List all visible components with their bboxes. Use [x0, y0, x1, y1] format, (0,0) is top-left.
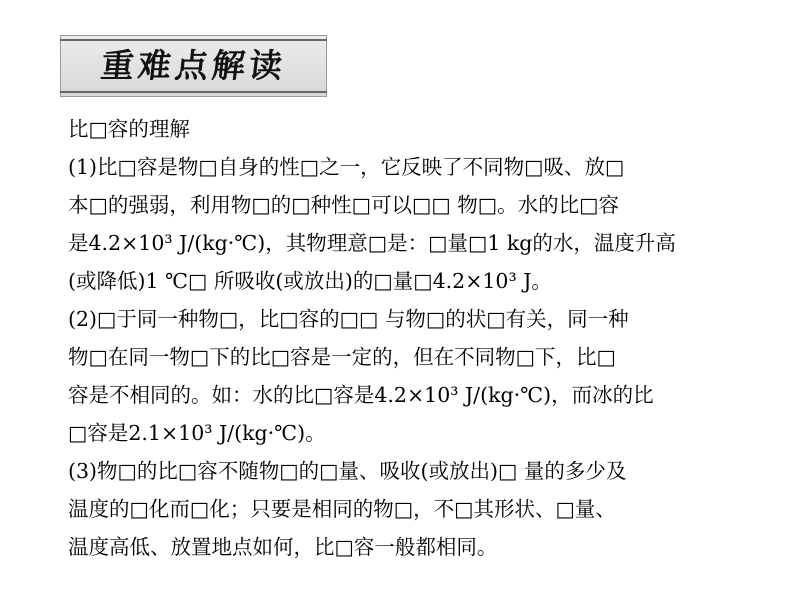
text-line: (3)物□的比□容不随物□的□量、吸收(或放出)□ 量的多少及: [68, 459, 627, 483]
section-banner: [60, 35, 327, 97]
section-title: 重难点解读: [99, 46, 289, 85]
text-line: 是4.2×10³ J/(kg·℃)，其物理意□是：□量□1 kg的水，温度升高: [68, 231, 676, 255]
text-line: 温度高低、放置地点如何，比□容一般都相同。: [68, 535, 498, 559]
banner-bottom-rule: [60, 91, 327, 93]
text-line-row: [68, 490, 768, 528]
text-line-row: [68, 262, 768, 300]
text-line: (或降低)1 ℃□ 所吸收(或放出)的□量□4.2×10³ J。: [68, 269, 552, 293]
explanation-text: [68, 110, 768, 566]
text-line: (1)比□容是物□自身的性□之一，它反映了不同物□吸、放□: [68, 155, 625, 179]
text-line-row: [68, 528, 768, 566]
text-line-row: [68, 224, 768, 262]
text-line-row: [68, 300, 768, 338]
text-line: □容是2.1×10³ J/(kg·℃)。: [68, 421, 326, 445]
text-line: 温度的□化而□化；只要是相同的物□，不□其形状、□量、: [68, 497, 616, 521]
text-line-row: [68, 452, 768, 490]
text-line-row: [68, 148, 768, 186]
text-line-row: [68, 376, 768, 414]
text-line: 物□在同一物□下的比□容是一定的，但在不同物□下，比□: [68, 345, 616, 369]
text-line: (2)□于同一种物□，比□容的□□ 与物□的状□有关，同一种: [68, 307, 629, 331]
text-line: 本□的强弱，利用物□的□种性□可以□□ 物□。水的比□容: [68, 193, 619, 217]
text-line-row: [68, 414, 768, 452]
text-line: 比□容的理解: [68, 117, 190, 141]
text-line-heading: [68, 110, 768, 148]
text-line-row: [68, 186, 768, 224]
text-line-row: [68, 338, 768, 376]
text-line: 容是不相同的。如：水的比□容是4.2×10³ J/(kg·℃)，而冰的比: [68, 383, 654, 407]
